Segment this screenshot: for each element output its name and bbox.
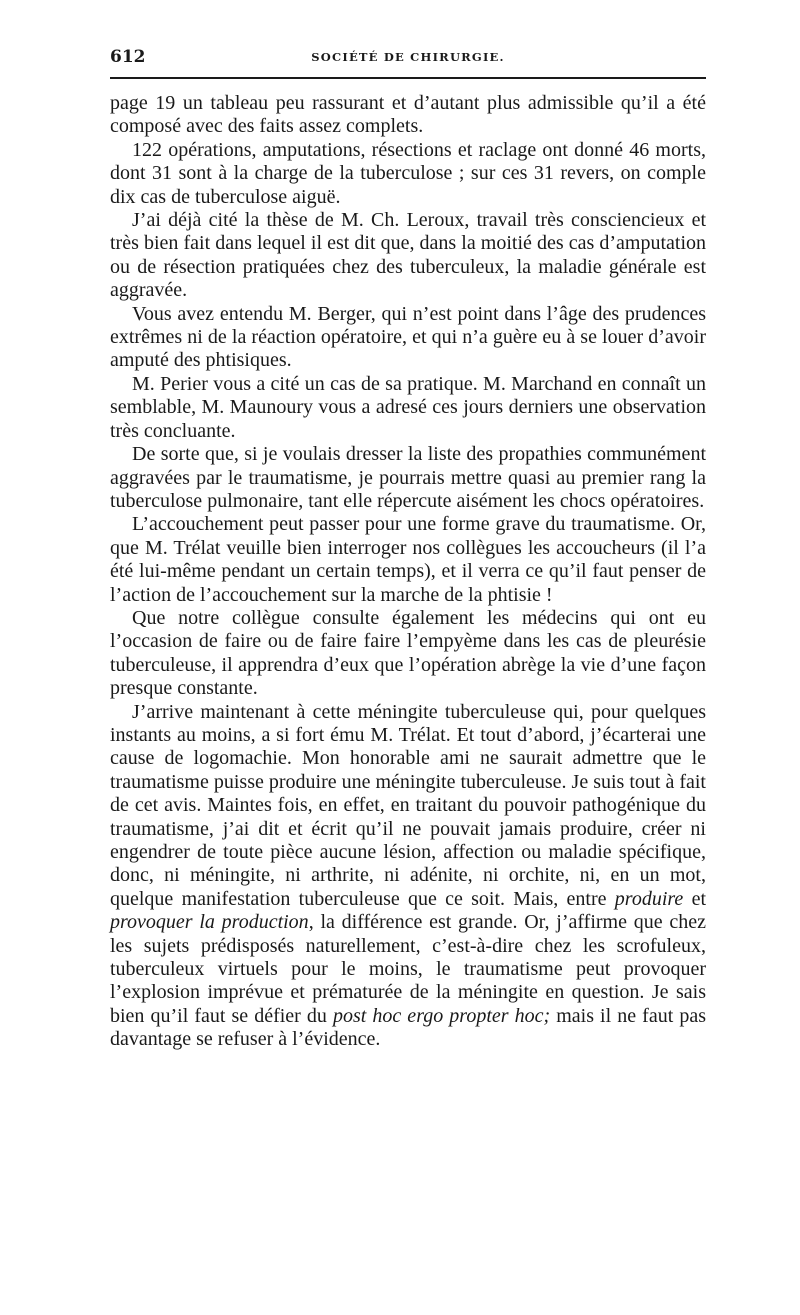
paragraph-2: 122 opérations, amputations, résections et raclage ont donné 46 morts, dont 31 sont à la charge de la tuberculose ; sur ces 31 revers, on comple dix cas de tuberculose aiguë. [110,138,706,208]
paragraph-6: De sorte que, si je voulais dresser la liste des propathies communément aggravées par le traumatisme, je pourrais mettre quasi au premier rang la tuberculose pulmonaire, tant elle répercute aisément les chocs opératoires. [110,443,706,512]
paragraph-3: J’ai déjà cité la thèse de M. Ch. Leroux, travail très consciencieux et très bien fait dans lequel il est dit que, dans la moitié des cas d’amputation ou de résection pratiquées chez des tuberculeux, la maladie générale est aggravée. [110,209,706,302]
paragraph-7: L’accouchement peut passer pour une forme grave du traumatisme. Or, que M. Trélat veuille bien interroger nos collègues les accoucheurs (il l’a été lui-même pendant un certain temps), et il verra ce qu’il faut penser de l’action de l’accouchement sur la marche de la phtisie ! [110,513,706,606]
paragraph-9-italic-3: post hoc ergo propter hoc; [332,1004,551,1027]
running-head: SOCIÉTÉ DE CHIRURGIE. [311,50,505,64]
paragraph-9-italic-1: produire [614,887,684,910]
paragraph-8: Que notre collègue consulte également les médecins qui ont eu l’occasion de faire ou de faire faire l’empyème dans les cas de pleurésie tuberculeuse, il apprendra d’eux que l’opération abrège la vie d’une façon presque constante. [110,606,706,700]
paragraph-9-text-2: et [691,887,707,910]
page-header [110,47,706,71]
header-rule [110,77,706,79]
paragraph-9-italic-2: provoquer la production [110,911,309,934]
paragraph-5: M. Perier vous a cité un cas de sa pratique. M. Marchand en connaît un semblable, M. Maunoury vous a adresé ces jours derniers une observation très concluante. [110,372,706,442]
paragraph-4: Vous avez entendu M. Berger, qui n’est point dans l’âge des prudences extrêmes ni de la réaction opératoire, et qui n’a guère eu à se louer d’avoir amputé des phtisiques. [110,302,706,372]
paragraph-9-text-3: , la différence est grande. Or, j’affirme que chez les sujets prédisposés naturellement, c’est-à-dire chez les scrofuleux, tuberculeux virtuels pour le moins, le traumatisme peut provoquer l’explosion imprévue et prématurée de la méningite en question. Je sais bien qu’il faut se défier du [110,911,706,1027]
page-number: 612 [110,47,146,67]
paragraph-1: page 19 un tableau peu rassurant et d’autant plus admissible qu’il a été composé avec des faits assez complets. [110,92,706,138]
paragraph-9 [110,701,706,1052]
body-text [110,92,706,1052]
paragraph-9-text-4: mais il ne faut pas davantage se refuser à l’évidence. [110,1004,706,1051]
paragraph-9-text-1: J’arrive maintenant à cette méningite tuberculeuse qui, pour quelques instants au moins, a si fort ému M. Trélat. Et tout d’abord, j’écarterai une cause de logomachie. Mon honorable ami ne saurait admettre que le traumatisme puisse produire une méningite tuberculeuse. Je suis tout à fait de cet avis. Maintes fois, en effet, en traitant du pouvoir pathogénique du traumatisme, j’ai dit et écrit qu’il ne pouvait jamais produire, créer ni engendrer de toute pièce aucune lésion, affection ou maladie spécifique, donc, ni méningite, ni arthrite, ni adénite, ni orchite, ni, en un mot, quelque manifestation tuberculeuse que ce soit. Mais, entre [110,700,706,910]
